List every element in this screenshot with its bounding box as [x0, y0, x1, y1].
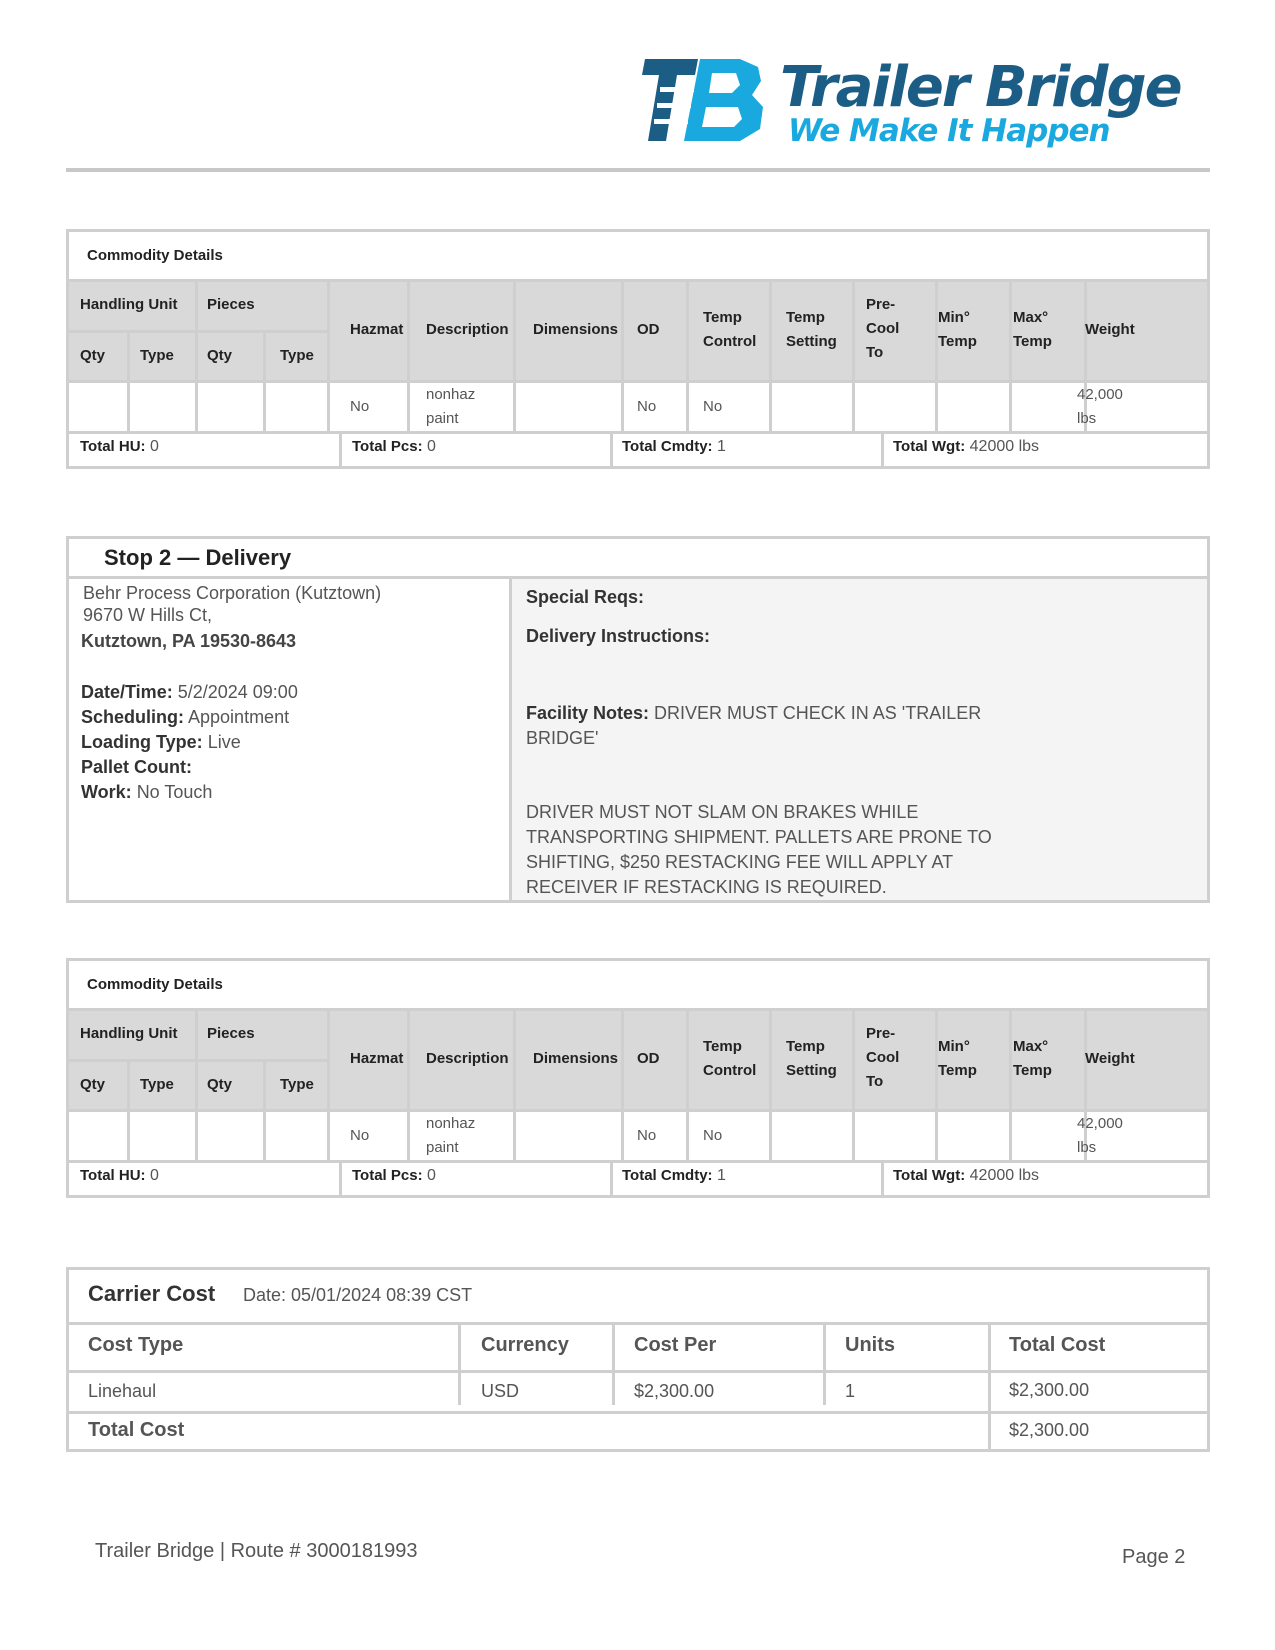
col-hazmat: Hazmat: [350, 1050, 404, 1067]
stop-address: 9670 W Hills Ct,: [83, 605, 213, 625]
header-divider: [66, 168, 1210, 172]
cell-od: No: [637, 398, 657, 415]
table-row: [69, 383, 1207, 434]
commodity-table-title: Commodity Details: [69, 961, 1207, 1011]
col-pre-cool-to: Pre- Cool To: [866, 1025, 900, 1090]
total-wgt: Total Wgt: 42000 lbs: [893, 438, 1040, 455]
cell-temp-control: No: [703, 1127, 723, 1144]
driver-note-line: DRIVER MUST NOT SLAM ON BRAKES WHILE: [526, 802, 919, 822]
total-hu: Total HU: 0: [80, 1167, 159, 1184]
col-total-cost: Total Cost: [1009, 1334, 1106, 1356]
total-cost-value: $2,300.00: [1009, 1420, 1090, 1440]
cell-temp-control: No: [703, 398, 723, 415]
total-pcs: Total Pcs: 0: [352, 438, 436, 455]
commodity-totals: [69, 434, 1207, 466]
col-max-temp: Max° Temp: [1013, 1038, 1052, 1079]
stop-instructions-panel: [509, 579, 1207, 900]
cell-od: No: [637, 1127, 657, 1144]
commodity-totals: [69, 1163, 1207, 1195]
col-pcs-qty: Qty: [207, 1076, 233, 1093]
total-pcs: Total Pcs: 0: [352, 1167, 436, 1184]
total-cmdty: Total Cmdty: 1: [622, 438, 726, 455]
cell-currency: USD: [481, 1381, 520, 1401]
facility-notes: Facility Notes: DRIVER MUST CHECK IN AS 'TRAILER: [526, 703, 982, 723]
cell-total-cost: $2,300.00: [1009, 1380, 1090, 1400]
total-hu: Total HU: 0: [80, 438, 159, 455]
col-od: OD: [637, 1050, 660, 1067]
col-od: OD: [637, 321, 660, 338]
logo-tagline: We Make It Happen: [788, 113, 1110, 149]
stop-scheduling: Scheduling: Appointment: [81, 707, 290, 727]
col-temp-control: Temp Control: [703, 309, 757, 350]
logo-wordmark: Trailer Bridge: [780, 55, 1181, 120]
special-reqs: Special Reqs:: [526, 587, 645, 607]
col-temp-control: Temp Control: [703, 1038, 757, 1079]
commodity-table-1: [66, 229, 1210, 469]
col-pcs-type: Type: [280, 347, 314, 364]
cell-weight: 42,000 lbs: [1077, 386, 1123, 427]
commodity-table-title: Commodity Details: [69, 232, 1207, 282]
col-hu-type: Type: [140, 1076, 174, 1093]
stop-company: Behr Process Corporation (Kutztown): [83, 583, 382, 603]
total-cmdty: Total Cmdty: 1: [622, 1167, 726, 1184]
col-pieces: Pieces: [207, 1025, 255, 1042]
carrier-cost-title: Carrier Cost: [88, 1281, 216, 1306]
col-temp-setting: Temp Setting: [786, 309, 837, 350]
col-handling-unit: Handling Unit: [80, 296, 178, 313]
col-temp-setting: Temp Setting: [786, 1038, 837, 1079]
cell-cost-per: $2,300.00: [634, 1381, 715, 1401]
cell-hazmat: No: [350, 1127, 370, 1144]
facility-notes-cont: BRIDGE': [526, 728, 599, 748]
trailer-bridge-logo: [640, 55, 1200, 150]
col-pcs-type: Type: [280, 1076, 314, 1093]
col-currency: Currency: [481, 1334, 569, 1356]
driver-note-line: RECEIVER IF RESTACKING IS REQUIRED.: [526, 877, 887, 897]
col-description: Description: [426, 1050, 509, 1067]
total-cost-label: Total Cost: [88, 1419, 185, 1441]
page-number: Page 2: [1122, 1546, 1186, 1568]
col-dimensions: Dimensions: [533, 321, 619, 338]
commodity-table-header: [69, 1011, 1207, 1112]
col-handling-unit: Handling Unit: [80, 1025, 178, 1042]
col-hu-type: Type: [140, 347, 174, 364]
footer-route: Trailer Bridge | Route # 3000181993: [95, 1540, 418, 1562]
cell-weight: 42,000 lbs: [1077, 1115, 1123, 1156]
stop-work: Work: No Touch: [81, 782, 213, 802]
col-cost-type: Cost Type: [88, 1334, 184, 1356]
commodity-table-2: [66, 958, 1210, 1198]
col-max-temp: Max° Temp: [1013, 309, 1052, 350]
stop-datetime: Date/Time: 5/2/2024 09:00: [81, 682, 298, 702]
stop-city-line: Kutztown, PA 19530-8643: [81, 631, 297, 651]
cell-units: 1: [845, 1381, 856, 1401]
col-min-temp: Min° Temp: [938, 309, 977, 350]
cell-hazmat: No: [350, 398, 370, 415]
cell-description: nonhaz paint: [426, 386, 476, 427]
total-wgt: Total Wgt: 42000 lbs: [893, 1167, 1040, 1184]
col-pieces: Pieces: [207, 296, 255, 313]
driver-note-line: SHIFTING, $250 RESTACKING FEE WILL APPLY AT: [526, 852, 954, 872]
col-dimensions: Dimensions: [533, 1050, 619, 1067]
stop-pallet-count: Pallet Count:: [81, 757, 192, 777]
col-hazmat: Hazmat: [350, 321, 404, 338]
col-pre-cool-to: Pre- Cool To: [866, 296, 900, 361]
stop-delivery-section: [66, 536, 1210, 903]
stop-title: Stop 2 — Delivery: [69, 539, 1207, 579]
carrier-cost-date: Date: 05/01/2024 08:39 CST: [243, 1285, 473, 1305]
col-pcs-qty: Qty: [207, 347, 233, 364]
col-hu-qty: Qty: [80, 347, 106, 364]
stop-loading-type: Loading Type: Live: [81, 732, 241, 752]
col-min-temp: Min° Temp: [938, 1038, 977, 1079]
delivery-instructions: Delivery Instructions:: [526, 626, 711, 646]
col-cost-per: Cost Per: [634, 1334, 717, 1356]
col-hu-qty: Qty: [80, 1076, 106, 1093]
commodity-table-header: [69, 282, 1207, 383]
col-weight: Weight: [1085, 1050, 1135, 1067]
cell-description: nonhaz paint: [426, 1115, 476, 1156]
col-weight: Weight: [1085, 321, 1135, 338]
tb-monogram-icon: [640, 57, 765, 144]
cell-cost-type: Linehaul: [88, 1381, 157, 1401]
col-units: Units: [845, 1334, 895, 1356]
col-description: Description: [426, 321, 509, 338]
table-row: [69, 1112, 1207, 1163]
driver-note-line: TRANSPORTING SHIPMENT. PALLETS ARE PRONE TO: [526, 827, 992, 847]
carrier-cost-section: [66, 1267, 1210, 1452]
